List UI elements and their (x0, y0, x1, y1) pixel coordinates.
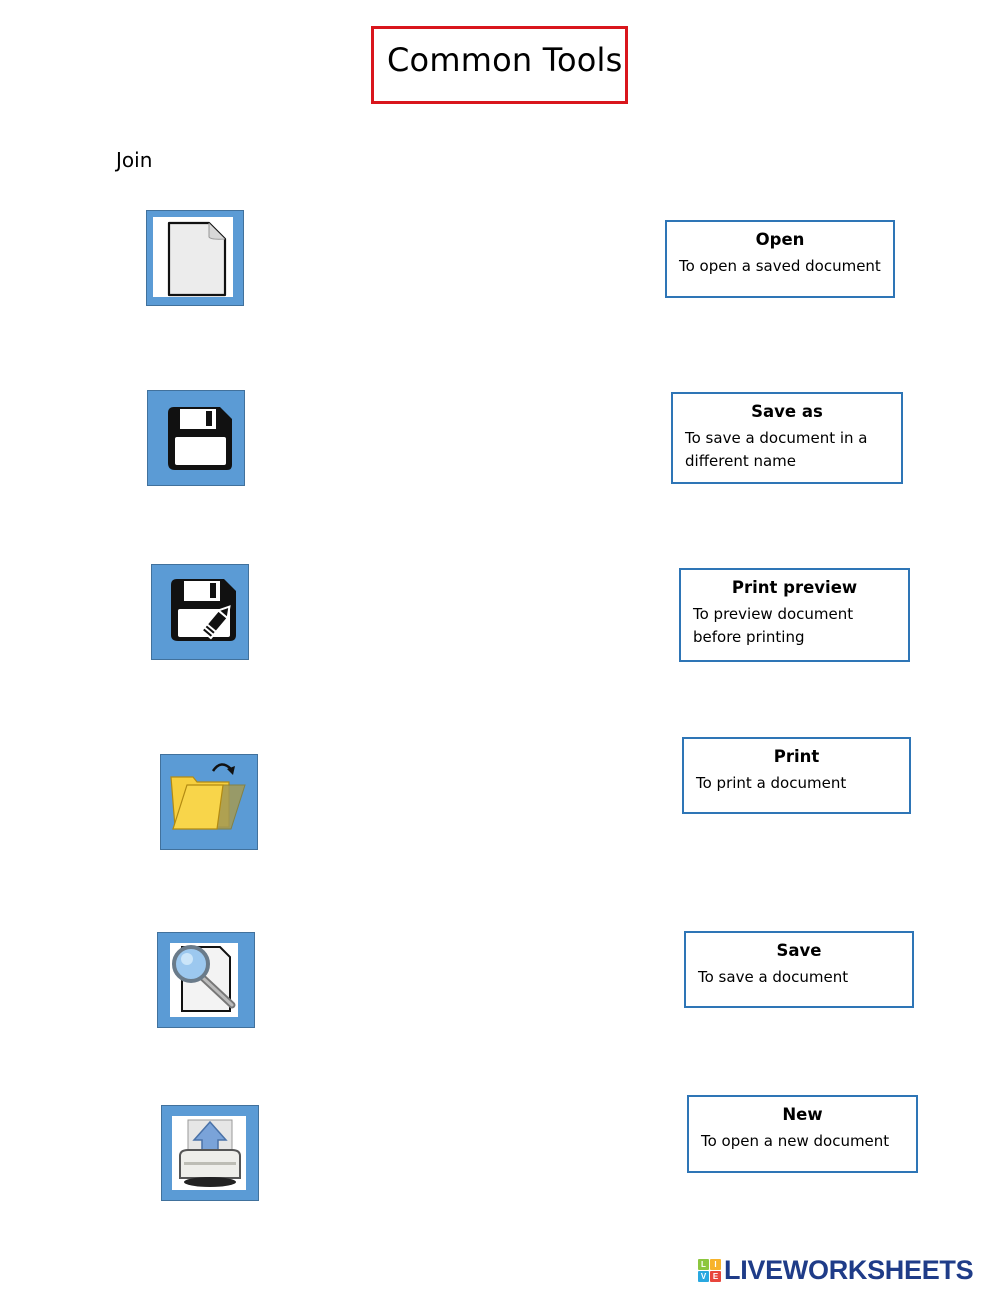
icon-tile-print[interactable] (161, 1105, 259, 1201)
icon-tile-print-preview[interactable] (157, 932, 255, 1028)
icon-tile-open[interactable] (160, 754, 258, 850)
icon-tile-new[interactable] (146, 210, 244, 306)
definition-box-new[interactable] (687, 1095, 918, 1173)
icon-tile-save-as[interactable] (151, 564, 249, 660)
new-document-icon (147, 211, 243, 305)
definition-box-print-preview[interactable] (679, 568, 910, 662)
page-title: Common Tools (387, 41, 623, 79)
brand-logo (698, 1255, 973, 1285)
definition-title: Print (773, 747, 820, 766)
title-box (371, 26, 628, 104)
definition-title: Save (776, 941, 822, 960)
definition-box-save-as[interactable] (671, 392, 903, 484)
floppy-save-icon (148, 391, 244, 485)
definition-box-open[interactable] (665, 220, 895, 298)
open-folder-icon (161, 755, 257, 849)
definition-title: Save as (751, 402, 823, 421)
definition-description: To save a document in a different name (685, 429, 868, 470)
definition-description: To print a document (696, 774, 847, 792)
definition-title: Open (755, 230, 805, 249)
definition-description: To preview document before printing (693, 605, 854, 646)
instruction-label: Join (116, 148, 153, 172)
print-preview-icon (158, 933, 254, 1027)
brand-name: LIVEWORKSHEETS (724, 1254, 974, 1285)
definition-description: To open a saved document (679, 257, 881, 275)
icon-tile-save[interactable] (147, 390, 245, 486)
definition-title: Print preview (731, 578, 858, 597)
floppy-save-as-icon (152, 565, 248, 659)
live-tiles-icon: L I V E (698, 1259, 721, 1282)
definition-description: To open a new document (701, 1132, 890, 1150)
definition-description: To save a document (698, 968, 849, 986)
definition-title: New (782, 1105, 823, 1124)
definition-box-print[interactable] (682, 737, 911, 814)
definition-box-save[interactable] (684, 931, 914, 1008)
printer-icon (162, 1106, 258, 1200)
